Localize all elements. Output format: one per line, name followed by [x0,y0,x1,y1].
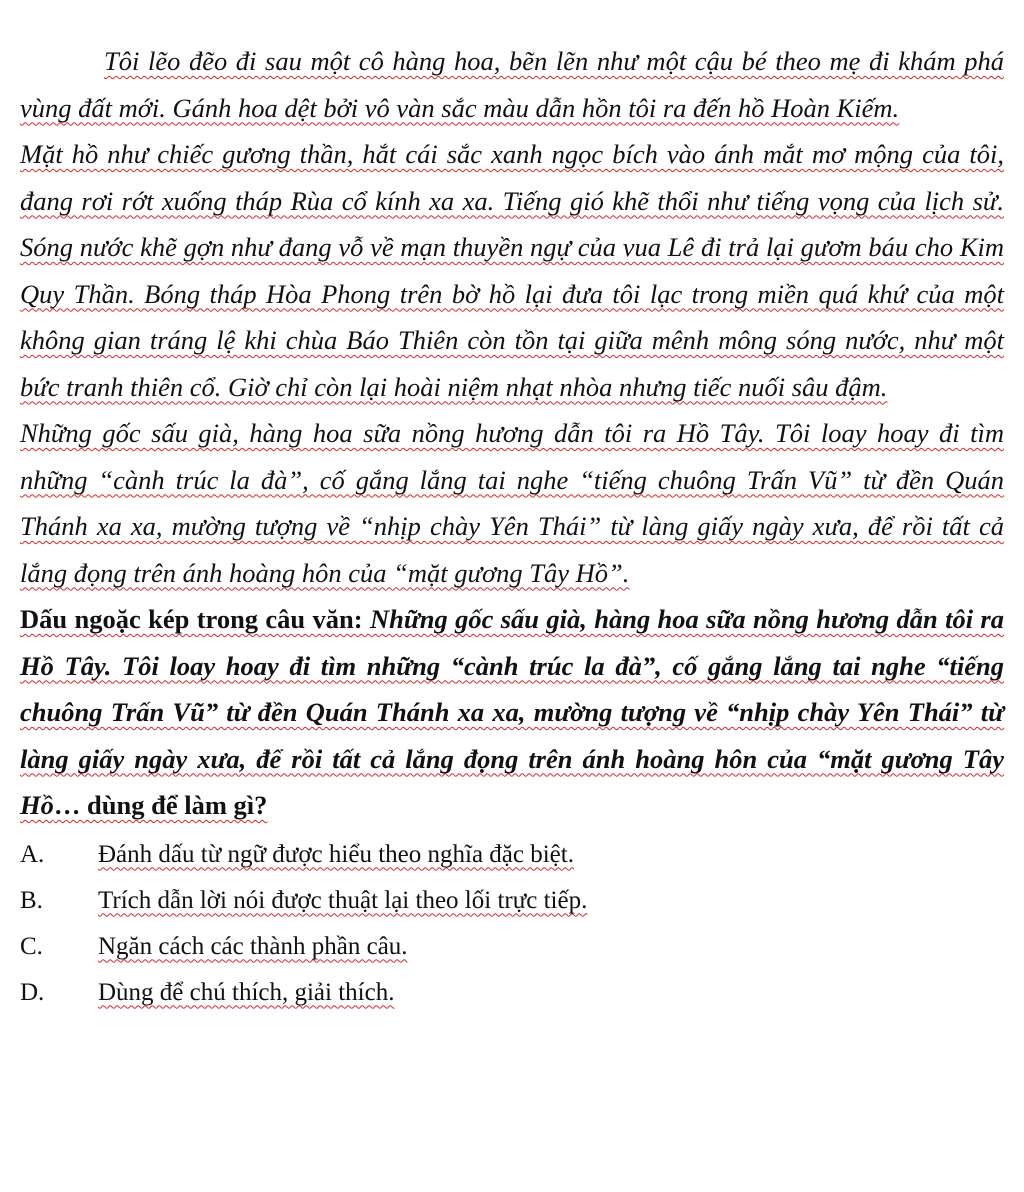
option-c[interactable] [20,924,1004,970]
passage-paragraph-3: Những gốc sấu già, hàng hoa sữa nồng hương dẫn tôi ra Hồ Tây. Tôi loay hoay đi tìm những “cành trúc la đà”, cố gắng lắng tai nghe “tiếng chuông Trấn Vũ” từ đền Quán Thánh xa xa, mường tượng về “nhịp chày Yên Thái” từ làng giấy ngày xưa, để rồi tất cả lắng đọng trên ánh hoàng hôn của “mặt gương Tây Hồ”. [20,418,1004,588]
option-text: Trích dẫn lời nói được thuật lại theo lối trực tiếp. [98,886,588,914]
option-text: Đánh dấu từ ngữ được hiểu theo nghĩa đặc biệt. [98,840,574,868]
passage-paragraph-1: Tôi lẽo đẽo đi sau một cô hàng hoa, bẽn lẽn như một cậu bé theo mẹ đi khám phá vùng đất mới. Gánh hoa dệt bởi vô vàn sắc màu dẫn hồn tôi ra đến hồ Hoàn Kiếm. [20,46,1004,123]
option-letter: A. [20,840,45,868]
answer-options [20,832,1004,1016]
option-d[interactable] [20,970,1004,1016]
question-quote: Những gốc sấu già, hàng hoa sữa nồng hương dẫn tôi ra Hồ Tây. Tôi loay hoay đi tìm những “cành trúc la đà”, cố gắng lắng tai nghe “tiếng chuông Trấn Vũ” từ đền Quán Thánh xa xa, mường tượng về “nhịp chày Yên Thái” từ làng giấy ngày xưa, để rồi tất cả lắng đọng trên ánh hoàng hôn của “mặt gương Tây Hồ [20,604,1004,820]
option-text: Ngăn cách các thành phần câu. [98,932,408,960]
option-letter: D. [20,978,45,1006]
option-letter: C. [20,932,43,960]
question-end: … dùng để làm gì? [53,790,268,820]
option-a[interactable] [20,832,1004,878]
question-text [20,596,1004,829]
option-letter: B. [20,886,43,914]
document-page [20,38,1004,1016]
option-text: Dùng để chú thích, giải thích. [98,978,395,1006]
passage-paragraph-2: Mặt hồ như chiếc gương thần, hắt cái sắc xanh ngọc bích vào ánh mắt mơ mộng của tôi, đang rơi rớt xuống tháp Rùa cổ kính xa xa. Tiếng gió khẽ thổi như tiếng vọng của lịch sử. Sóng nước khẽ gợn như đang vỗ về mạn thuyền ngự của vua Lê đi trả lại gươm báu cho Kim Quy Thần. Bóng tháp Hòa Phong trên bờ hồ lại đưa tôi lạc trong miền quá khứ của một không gian tráng lệ khi chùa Báo Thiên còn tồn tại giữa mênh mông sóng nước, như một bức tranh thiên cổ. Giờ chỉ còn lại hoài niệm nhạt nhòa nhưng tiếc nuối sâu đậm. [20,139,1004,402]
option-b[interactable] [20,878,1004,924]
question-lead: Dấu ngoặc kép trong câu văn: [20,604,370,634]
